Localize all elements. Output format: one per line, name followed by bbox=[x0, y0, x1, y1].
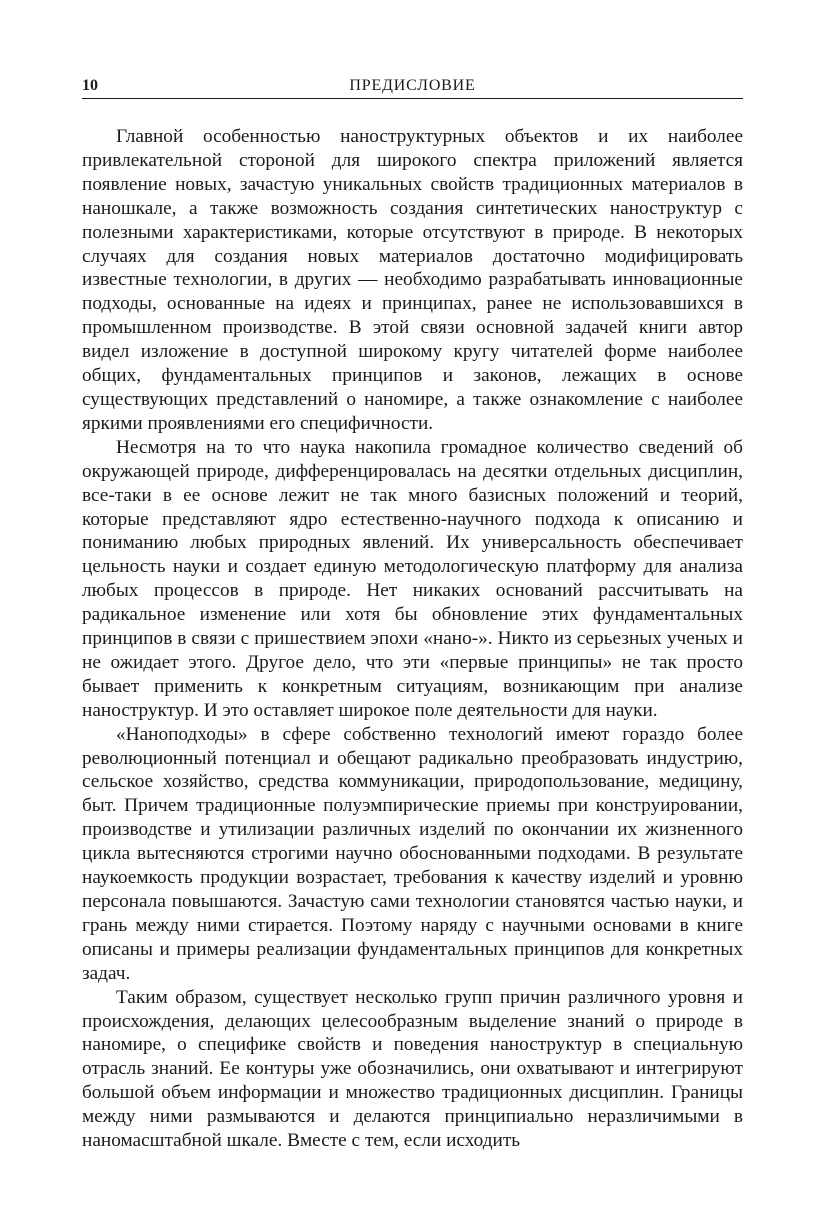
body-text bbox=[82, 125, 743, 1153]
running-header bbox=[82, 74, 743, 99]
running-title: ПРЕДИСЛОВИЕ bbox=[349, 77, 476, 94]
paragraph-3: «Наноподходы» в сфере собственно технологий имеют гораздо более революционный потенциал и обещают радикально преобразовать индустрию, сельское хозяйство, средства коммуникации, природопользование, медицину, быт. Причем традиционные полуэмпирические приемы при конструировании, производстве и утилизации различных изделий по окончании их жизненного цикла вытесняются строгими научно обоснованными подходами. В результате наукоемкость продукции возрастает, требования к качеству изделий и уровню персонала повышаются. Зачастую сами технологии становятся частью науки, и грань между ними стирается. Поэтому наряду с научными основами в книге описаны и примеры реализации фундаментальных принципов для конкретных задач. bbox=[82, 723, 743, 984]
page-number: 10 bbox=[82, 77, 98, 94]
book-page bbox=[82, 74, 743, 1153]
paragraph-1: Главной особенностью наноструктурных объектов и их наиболее привлекательной стороной для широкого спектра приложений является появление новых, зачастую уникальных свойств традиционных материалов в наношкале, а также возможность создания синтетических наноструктур с полезными характеристиками, которые отсутствуют в природе. В некоторых случаях для создания новых материалов достаточно модифицировать известные технологии, в других — необходимо разрабатывать инновационные подходы, основанные на идеях и принципах, ранее не использовавшихся в промышленном производстве. В этой связи основной задачей книги автор видел изложение в доступной широкому кругу читателей форме наиболее общих, фундаментальных принципов и законов, лежащих в основе существующих представлений о наномире, а также ознакомление с наиболее яркими проявлениями его специфичности. bbox=[82, 126, 743, 434]
paragraph-4: Таким образом, существует несколько групп причин различного уровня и происхождения, делающих целесообразным выделение знаний о природе в наномире, о специфике свойств и поведения наноструктур в специальную отрасль знаний. Ее контуры уже обозначились, они охватывают и интегрируют большой объем информации и множество традиционных дисциплин. Границы между ними размываются и делаются принципиально неразличимыми в наномасштабной шкале. Вместе с тем, если исходить bbox=[82, 986, 743, 1152]
paragraph-2: Несмотря на то что наука накопила громадное количество сведений об окружающей природе, дифференцировалась на десятки отдельных дисциплин, все-таки в ее основе лежит не так много базисных положений и теорий, которые представляют ядро естественно-научного подхода к описанию и пониманию любых природных явлений. Их универсальность обеспечивает цельность науки и создает единую методологическую платформу для анализа любых процессов в природе. Нет никаких оснований рассчитывать на радикальное изменение или хотя бы обновление этих фундаментальных принципов в связи с пришествием эпохи «нано-». Никто из серьезных ученых и не ожидает этого. Другое дело, что эти «первые принципы» не так просто бывает применить к конкретным ситуациям, возникающим при анализе наноструктур. И это оставляет широкое поле деятельности для науки. bbox=[82, 436, 743, 721]
